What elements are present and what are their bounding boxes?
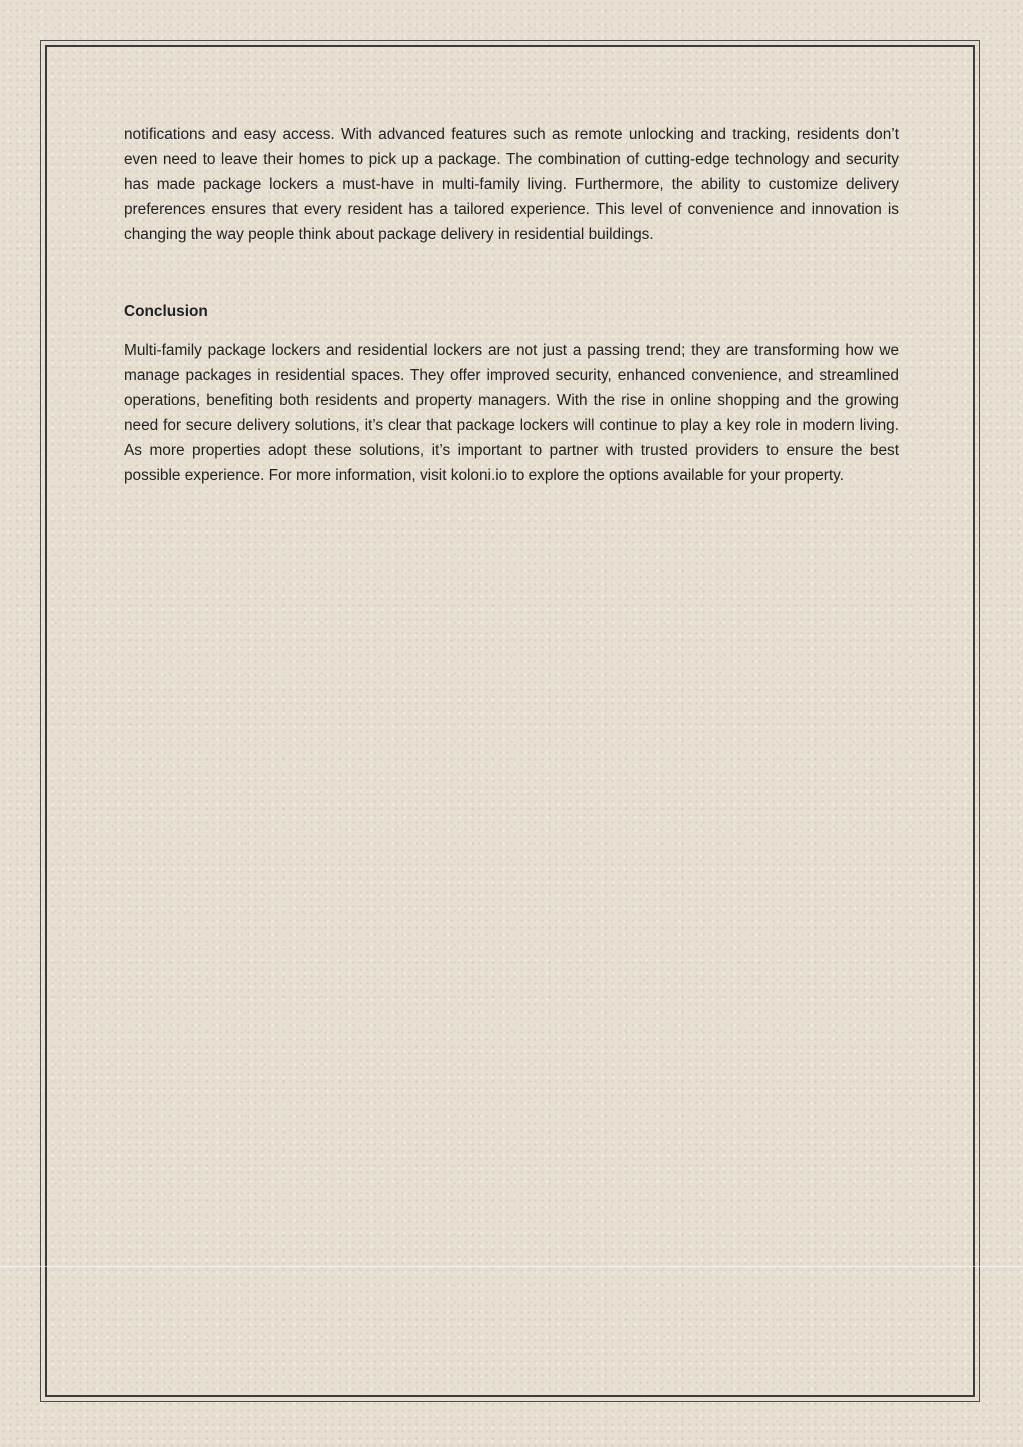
intro-paragraph: notifications and easy access. With advanced features such as remote unlocking and tracking, residents don’t even need to leave their homes to pick up a package. The combination of cutting-edge technology and security has made package lockers a must-have in multi-family living. Furthermore, the ability to customize delivery preferences ensures that every resident has a tailored experience. This level of convenience and innovation is changing the way people think about package delivery in residential buildings. — [124, 126, 899, 243]
conclusion-paragraph: Multi-family package lockers and residential lockers are not just a passing trend; they are transforming how we manage packages in residential spaces. They offer improved security, enhanced convenience, and streamlined operations, benefiting both residents and property managers. With the rise in online shopping and the growing need for secure delivery solutions, it’s clear that package lockers will continue to play a key role in modern living. As more properties adopt these solutions, it’s important to partner with trusted providers to ensure the best possible experience. For more information, visit koloni.io to explore the options available for your property. — [124, 342, 899, 484]
page-divider-line — [0, 1266, 1023, 1267]
document-body — [124, 122, 899, 488]
conclusion-heading: Conclusion — [124, 303, 208, 320]
